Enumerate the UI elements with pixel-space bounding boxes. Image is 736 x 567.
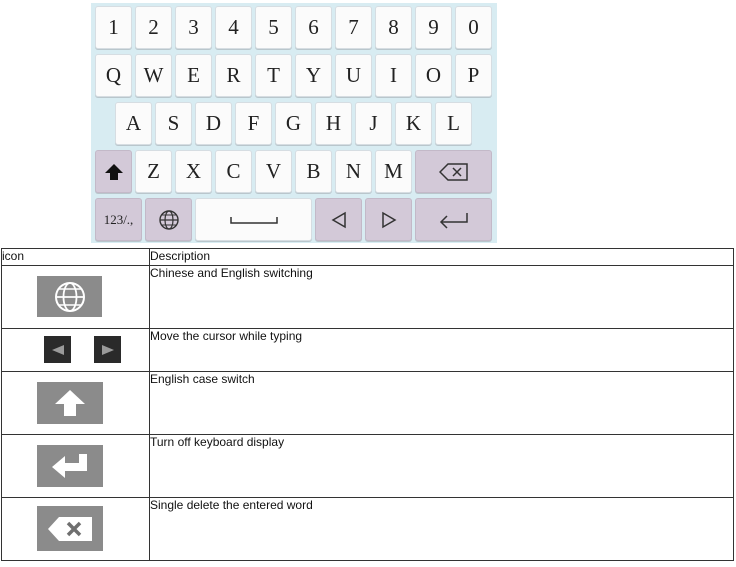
key-w[interactable]: W — [135, 54, 172, 97]
description-cell: Single delete the entered word — [150, 498, 734, 561]
key-p[interactable]: P — [455, 54, 492, 97]
table-row — [2, 498, 734, 561]
globe-icon — [158, 209, 180, 231]
key-j[interactable]: J — [355, 102, 392, 145]
key-h[interactable]: H — [315, 102, 352, 145]
key-m[interactable]: M — [375, 150, 412, 193]
icon-cell — [2, 266, 150, 329]
key-k[interactable]: K — [395, 102, 432, 145]
key-e[interactable]: E — [175, 54, 212, 97]
language-key[interactable] — [145, 198, 192, 241]
key-9[interactable]: 9 — [415, 6, 452, 49]
description-cell: Chinese and English switching — [150, 266, 734, 329]
delete-x-icon — [37, 506, 103, 551]
key-f[interactable]: F — [235, 102, 272, 145]
enter-arrow-icon — [37, 445, 103, 487]
description-cell: Turn off keyboard display — [150, 435, 734, 498]
key-g[interactable]: G — [275, 102, 312, 145]
enter-key[interactable] — [415, 198, 492, 241]
key-z[interactable]: Z — [135, 150, 172, 193]
onscreen-keyboard — [91, 3, 497, 243]
backspace-icon — [439, 163, 469, 181]
up-arrow-icon — [37, 382, 103, 424]
icon-description-table — [1, 248, 734, 561]
key-i[interactable]: I — [375, 54, 412, 97]
key-c[interactable]: C — [215, 150, 252, 193]
key-r[interactable]: R — [215, 54, 252, 97]
table-row — [2, 372, 734, 435]
left-triangle-icon — [331, 211, 347, 229]
key-v[interactable]: V — [255, 150, 292, 193]
description-cell: Move the cursor while typing — [150, 329, 734, 372]
key-s[interactable]: S — [155, 102, 192, 145]
key-l[interactable]: L — [435, 102, 472, 145]
table-row — [2, 266, 734, 329]
table-header-row — [2, 249, 734, 266]
key-o[interactable]: O — [415, 54, 452, 97]
description-cell: English case switch — [150, 372, 734, 435]
key-y[interactable]: Y — [295, 54, 332, 97]
table-row — [2, 329, 734, 372]
key-q[interactable]: Q — [95, 54, 132, 97]
key-2[interactable]: 2 — [135, 6, 172, 49]
key-3[interactable]: 3 — [175, 6, 212, 49]
header-icon: icon — [2, 249, 150, 266]
key-n[interactable]: N — [335, 150, 372, 193]
icon-cell — [2, 498, 150, 561]
key-t[interactable]: T — [255, 54, 292, 97]
key-b[interactable]: B — [295, 150, 332, 193]
cursor-left-key[interactable] — [315, 198, 362, 241]
shift-arrow-icon — [104, 163, 124, 181]
space-icon — [229, 215, 279, 225]
icon-cell — [2, 372, 150, 435]
key-u[interactable]: U — [335, 54, 372, 97]
enter-icon — [438, 211, 470, 229]
key-7[interactable]: 7 — [335, 6, 372, 49]
key-5[interactable]: 5 — [255, 6, 292, 49]
key-8[interactable]: 8 — [375, 6, 412, 49]
right-triangle-icon — [381, 211, 397, 229]
cursor-right-key[interactable] — [365, 198, 412, 241]
globe-icon — [37, 276, 102, 317]
key-1[interactable]: 1 — [95, 6, 132, 49]
key-0[interactable]: 0 — [455, 6, 492, 49]
shift-key[interactable] — [95, 150, 132, 193]
space-key[interactable] — [195, 198, 312, 241]
icon-cell — [2, 435, 150, 498]
key-6[interactable]: 6 — [295, 6, 332, 49]
symbols-key[interactable]: 123/., — [95, 198, 142, 241]
icon-cell — [2, 329, 150, 372]
key-a[interactable]: A — [115, 102, 152, 145]
key-x[interactable]: X — [175, 150, 212, 193]
table-row — [2, 435, 734, 498]
backspace-key[interactable] — [415, 150, 492, 193]
header-description: Description — [150, 249, 734, 266]
key-4[interactable]: 4 — [215, 6, 252, 49]
key-d[interactable]: D — [195, 102, 232, 145]
right-arrow-icon — [94, 336, 121, 363]
left-arrow-icon — [44, 336, 71, 363]
